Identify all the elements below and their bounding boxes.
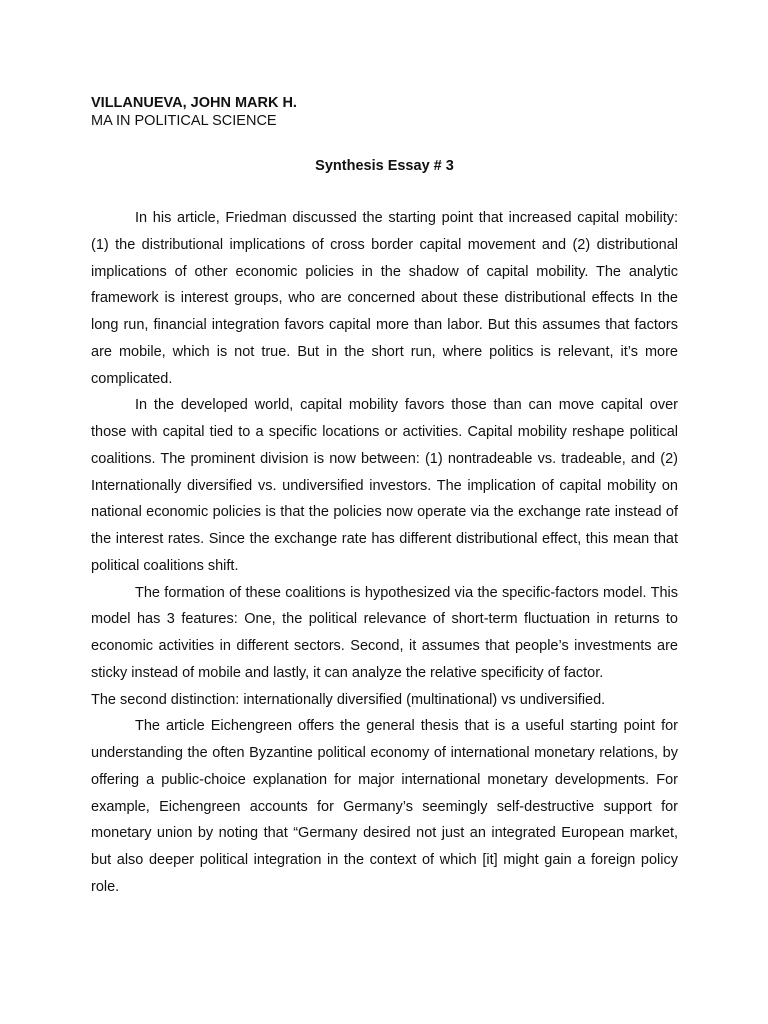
paragraph-2: In the developed world, capital mobility favors those than can move capital over those with capital tied to a specific locations or activities. Capital mobility reshape political coalitions. The prominent division is now between: (1) nontradeable vs. tradeable, and (2) Internationally diversified vs. undiversified investors. The implication of capital mobility on national economic policies is that the policies now operate via the exchange rate instead of the interest rates. Since the exchange rate has different distributional effect, this mean that political coalitions shift. xyxy=(91,397,678,574)
essay-title: Synthesis Essay # 3 xyxy=(315,158,454,174)
paragraph-4: The second distinction: internationally diversified (multinational) vs undiversified. xyxy=(91,691,606,708)
degree-program: MA IN POLITICAL SCIENCE xyxy=(91,113,277,129)
author-name: VILLANUEVA, JOHN MARK H. xyxy=(91,95,297,111)
essay-body xyxy=(91,205,678,901)
paragraph-1: In his article, Friedman discussed the starting point that increased capital mobility: (1) the distributional implications of cross border capital movement and (2) distributional implications of other economic policies in the shadow of capital mobility. The analytic framework is interest groups, who are concerned about these distributional effects In the long run, financial integration favors capital more than labor. But this assumes that factors are mobile, which is not true. But in the short run, where politics is relevant, it’s more complicated. xyxy=(91,210,678,387)
paragraph-3: The formation of these coalitions is hypothesized via the specific-factors model. This model has 3 features: One, the political relevance of short-term fluctuation in returns to economic activities in different sectors. Second, it assumes that people’s investments are sticky instead of mobile and lastly, it can analyze the relative specificity of factor. xyxy=(91,584,678,681)
paragraph-5: The article Eichengreen offers the general thesis that is a useful starting point for understanding the often Byzantine political economy of international monetary relations, by offering a public-choice explanation for major international monetary developments. For example, Eichengreen accounts for Germany’s seemingly self-destructive support for monetary union by noting that “Germany desired not just an integrated European market, but also deeper political integration in the context of which [it] might gain a foreign policy role. xyxy=(91,718,678,895)
